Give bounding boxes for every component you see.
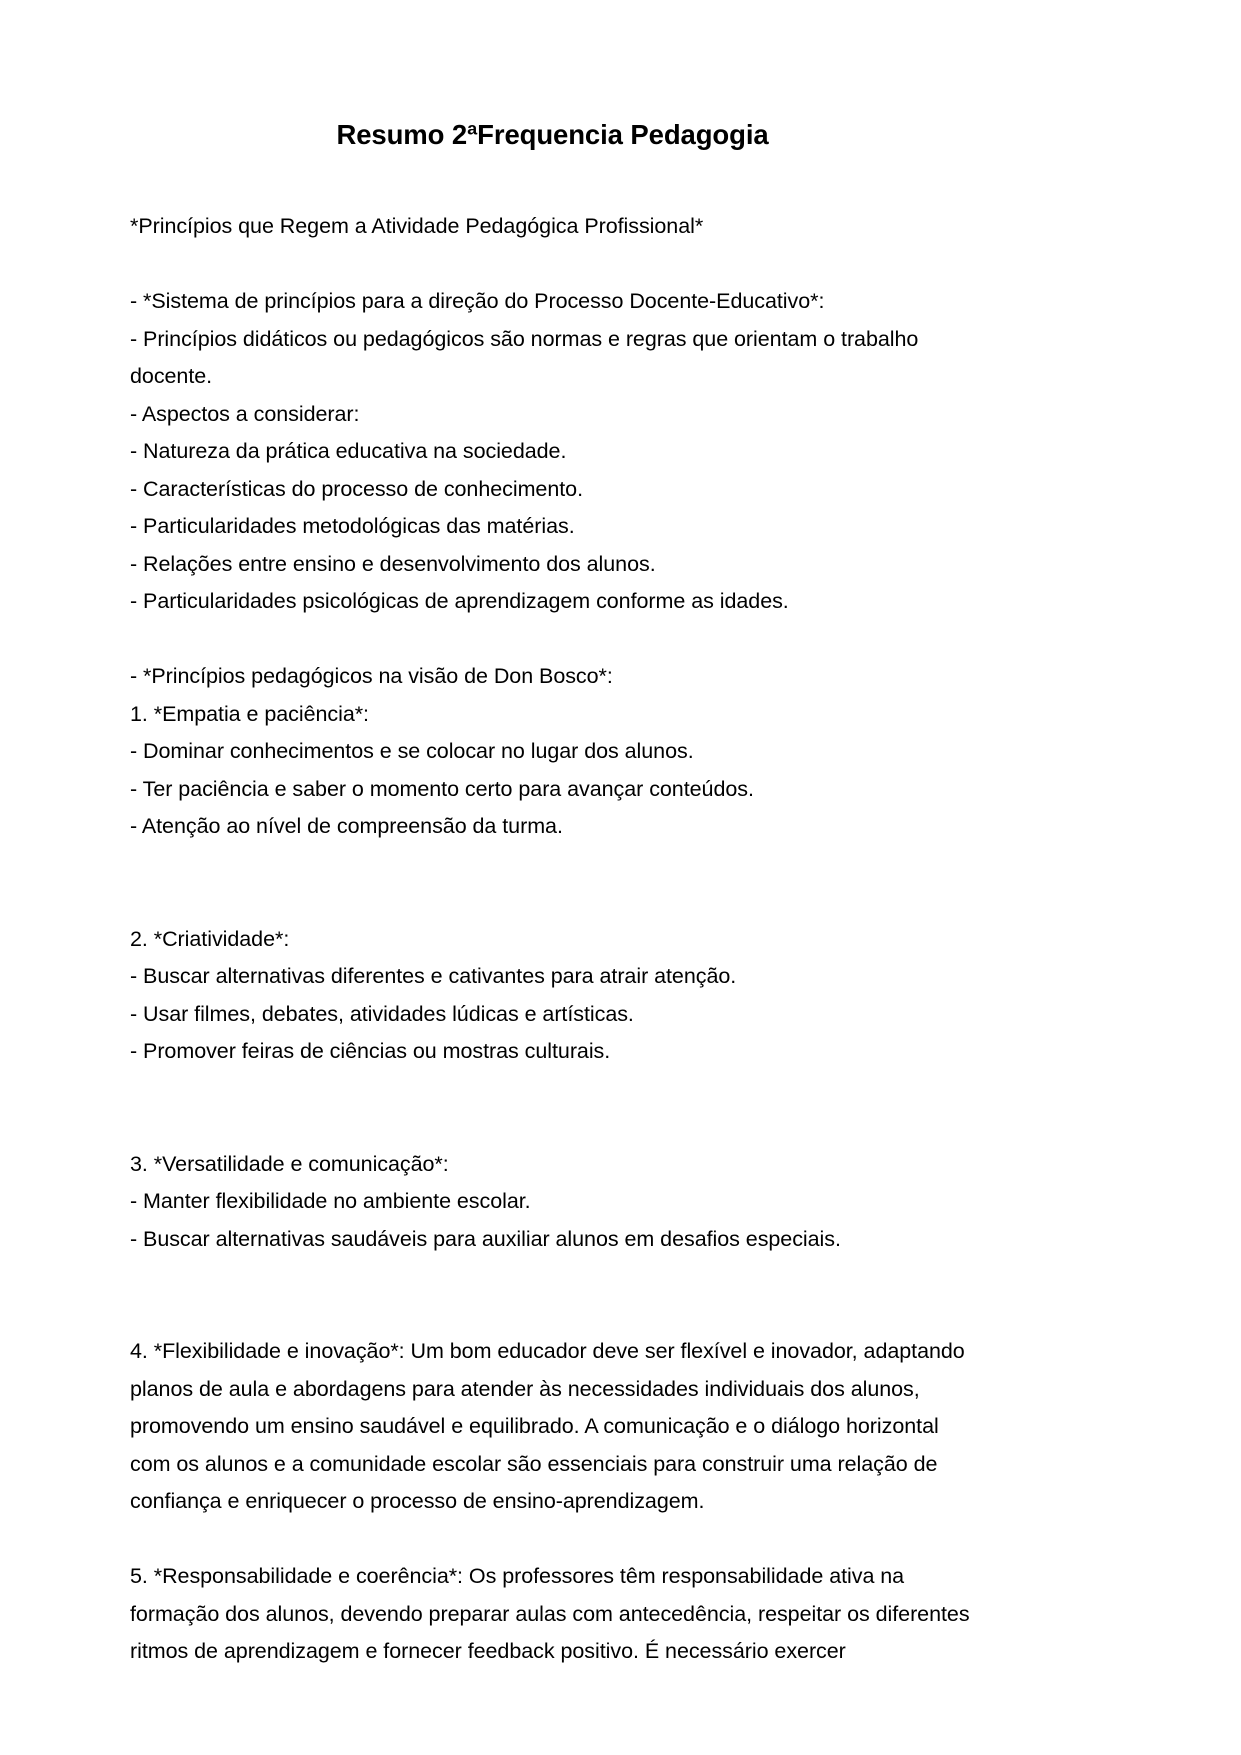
paragraph-gap: [130, 246, 975, 284]
intro-heading: *Princípios que Regem a Atividade Pedagógica Profissional*: [130, 214, 704, 239]
section-system-line-4: - Características do processo de conhecimento.: [130, 476, 584, 501]
paragraph-gap: [130, 1071, 975, 1146]
item-1-line-1: - Dominar conhecimentos e se colocar no lugar dos alunos.: [130, 739, 694, 764]
item-1-line-3: - Atenção ao nível de compreensão da turma.: [130, 814, 563, 839]
section-system-line-6: - Relações entre ensino e desenvolvimento dos alunos.: [130, 551, 656, 576]
item-2-line-2: - Usar filmes, debates, atividades lúdicas e artísticas.: [130, 1001, 634, 1026]
item-2-title: 2. *Criatividade*:: [130, 926, 290, 951]
item-3-line-1: - Manter flexibilidade no ambiente escolar.: [130, 1189, 531, 1214]
section-system-heading: - *Sistema de princípios para a direção do Processo Docente-Educativo*:: [130, 289, 825, 314]
section-system-line-1: - Princípios didáticos ou pedagógicos são normas e regras que orientam o trabalho docente.: [130, 326, 919, 389]
item-1-line-2: - Ter paciência e saber o momento certo para avançar conteúdos.: [130, 776, 754, 801]
paragraph-4: 4. *Flexibilidade e inovação*: Um bom educador deve ser flexível e inovador, adaptando planos de aula e abordagens para atender às necessidades individuais dos alunos, promovendo um ensino saudável e equilibrado. A comunicação e o diálogo horizontal com os alunos e a comunidade escolar são essenciais para construir uma relação de confiança e enriquecer o processo de ensino-aprendizagem.: [130, 1339, 965, 1514]
paragraph-5: 5. *Responsabilidade e coerência*: Os professores têm responsabilidade ativa na formação dos alunos, devendo preparar aulas com antecedência, respeitar os diferentes ritmos de aprendizagem e fornecer feedback positivo. É necessário exercer: [130, 1564, 970, 1664]
section-system-line-5: - Particularidades metodológicas das matérias.: [130, 514, 575, 539]
section-don-bosco-heading: - *Princípios pedagógicos na visão de Don Bosco*:: [130, 664, 613, 689]
paragraph-gap: [130, 1258, 975, 1333]
title-spacer: [130, 152, 975, 208]
section-system-line-2: - Aspectos a considerar:: [130, 401, 360, 426]
document-content: [130, 118, 975, 1671]
item-1-title: 1. *Empatia e paciência*:: [130, 701, 369, 726]
item-2-line-1: - Buscar alternativas diferentes e cativantes para atrair atenção.: [130, 964, 737, 989]
item-2-line-3: - Promover feiras de ciências ou mostras culturais.: [130, 1039, 611, 1064]
paragraph-gap: [130, 1521, 975, 1559]
paragraph-gap: [130, 621, 975, 659]
item-3-line-2: - Buscar alternativas saudáveis para auxiliar alunos em desafios especiais.: [130, 1226, 841, 1251]
paragraph-gap: [130, 846, 975, 921]
page-title: Resumo 2ªFrequencia Pedagogia: [336, 119, 769, 150]
section-system-line-7: - Particularidades psicológicas de aprendizagem conforme as idades.: [130, 589, 789, 614]
item-3-title: 3. *Versatilidade e comunicação*:: [130, 1151, 449, 1176]
section-system-line-3: - Natureza da prática educativa na sociedade.: [130, 439, 567, 464]
